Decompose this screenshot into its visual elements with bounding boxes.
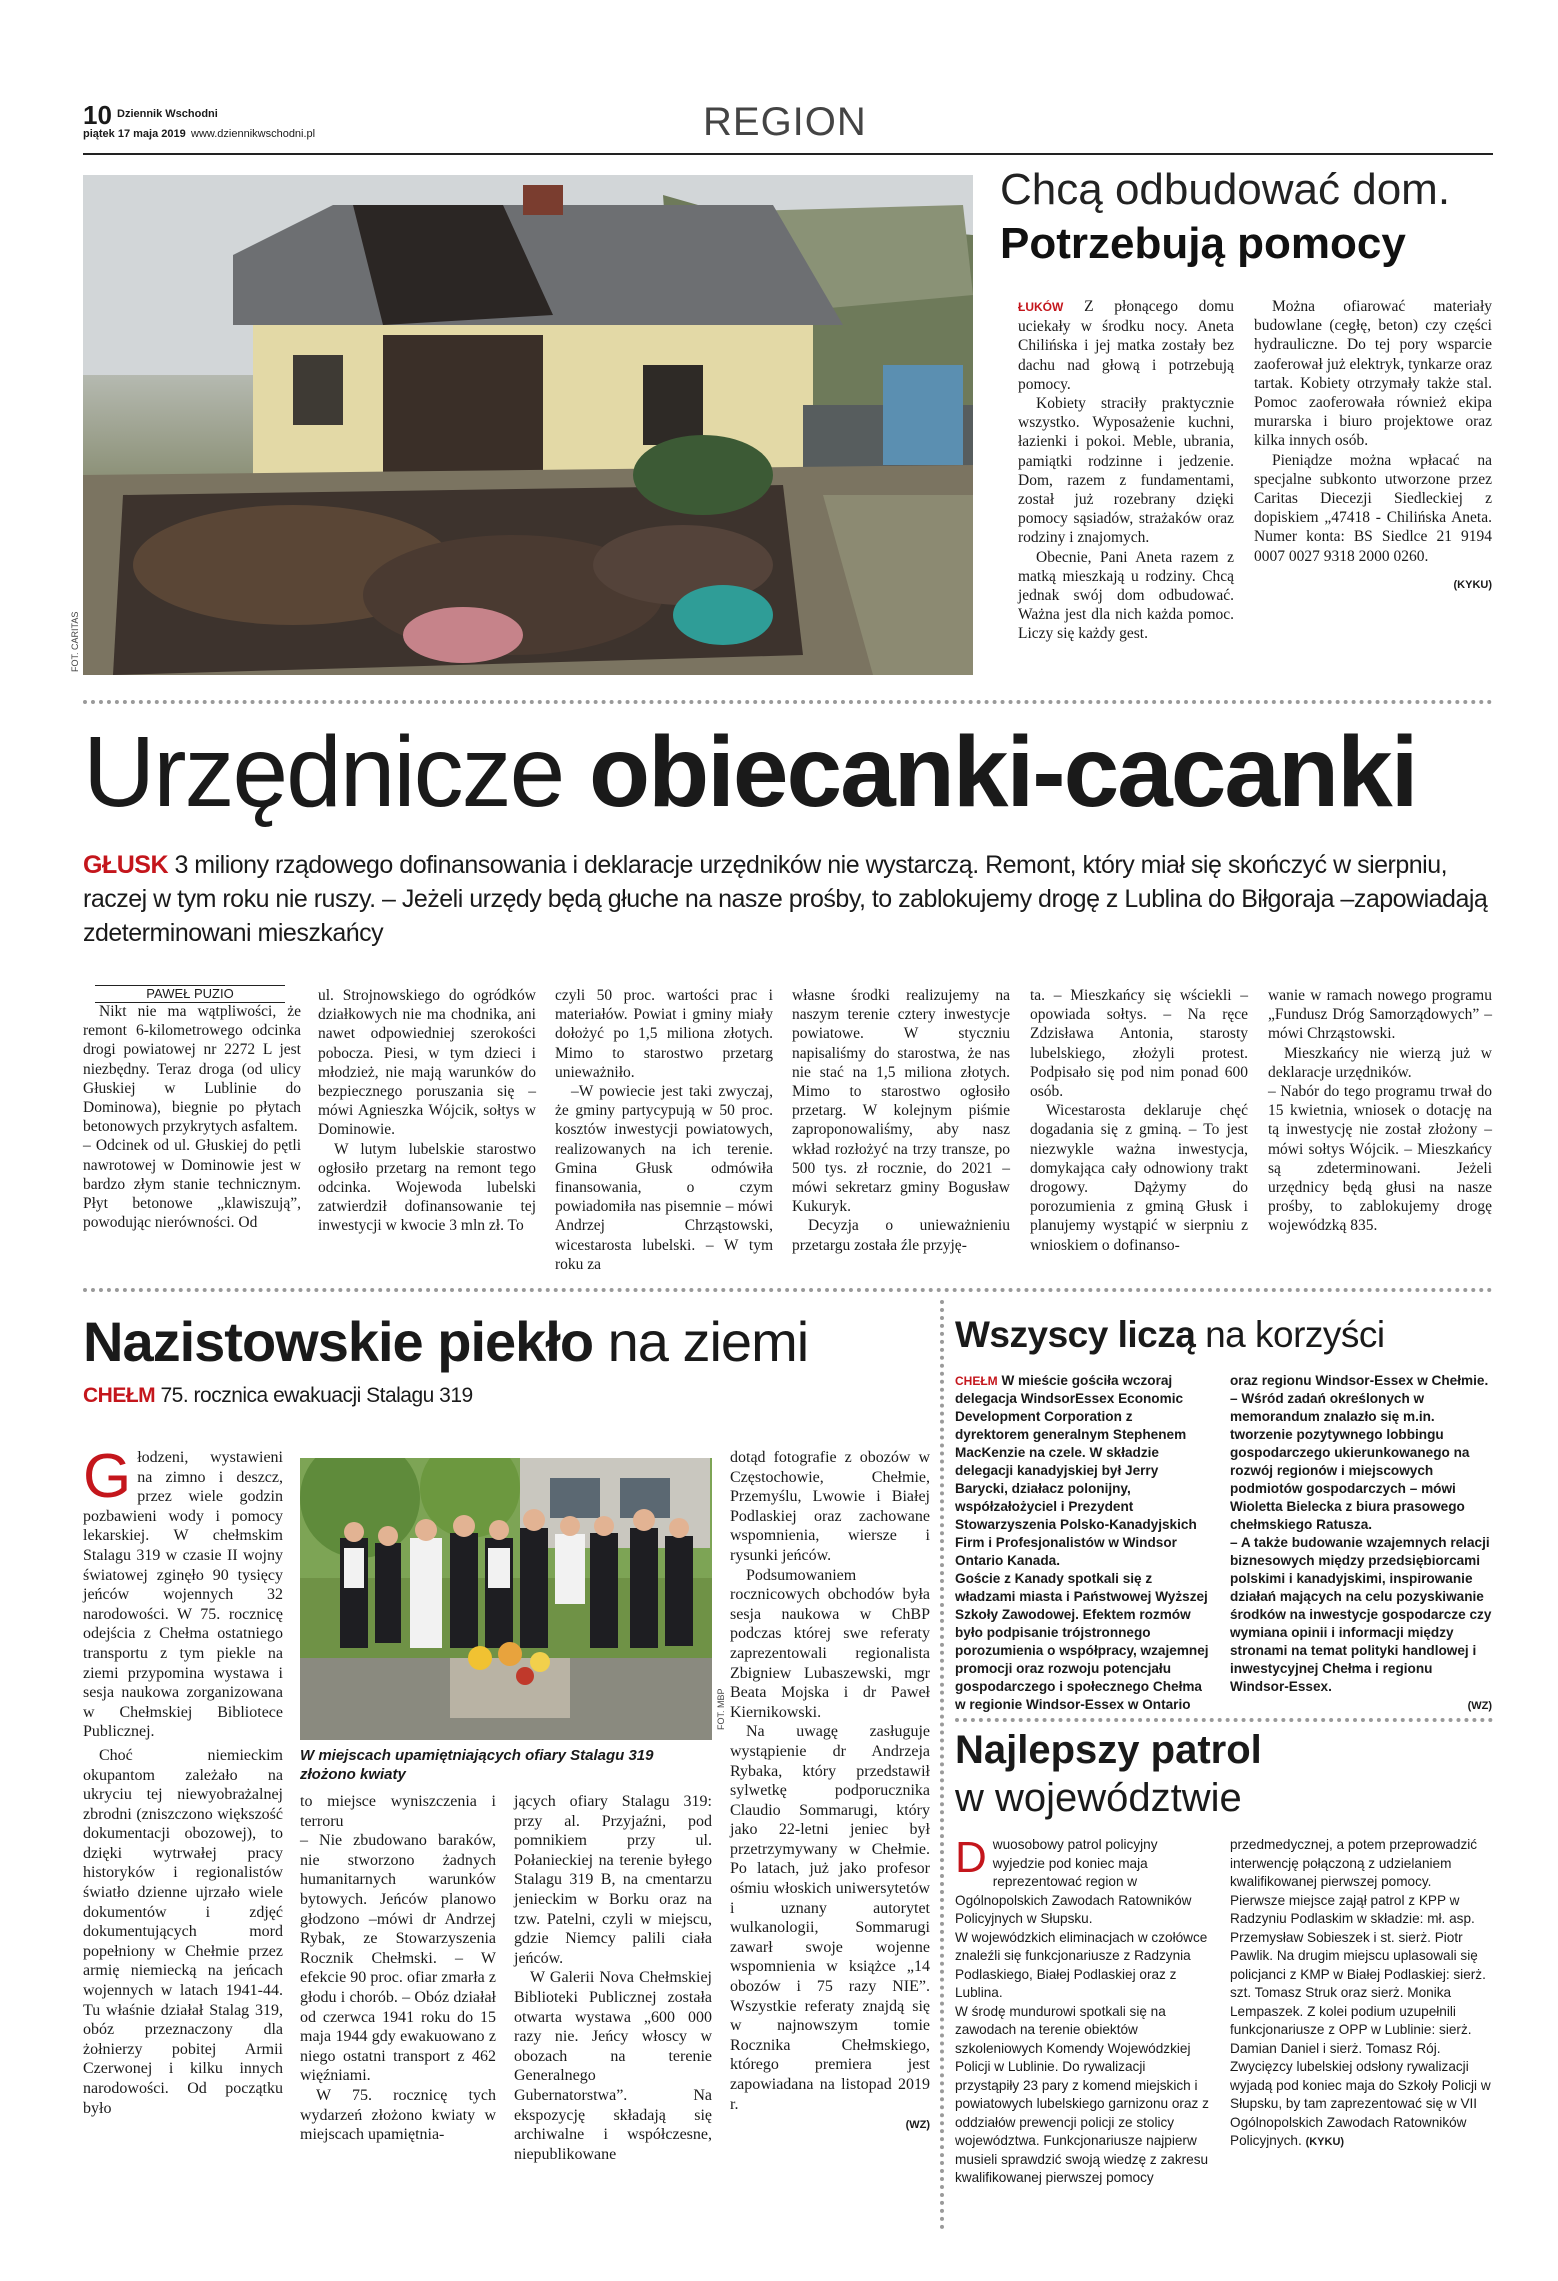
article4-col2 <box>1230 1372 1492 1715</box>
article3-col2 <box>300 1792 496 2145</box>
body-text: wanie w ramach nowego programu „Fundusz Dróg Samorządowych” – mówi Chrząstowski. <box>1268 987 1492 1043</box>
body-text: to miejsce wyniszczenia i terroru <box>300 1793 496 1830</box>
article3-lead <box>83 1382 933 1410</box>
headline-bold: Najlepszy patrol <box>955 1728 1262 1772</box>
article1-title-line1: Chcą odbudować dom. <box>1000 165 1451 214</box>
paper-name: Dziennik Wschodni <box>117 108 218 120</box>
article1-title <box>1000 163 1500 271</box>
article2-col4 <box>792 986 1010 1255</box>
photo-caption: W miejscach upamiętniających ofiary Stalagu 319 złożono kwiaty <box>300 1747 654 1783</box>
body-text: W wojewódzkich eliminacjach w czołówce znaleźli się funkcjonariusze z Radzynia Podlaskiego, Białej Podlaskiej oraz z Lublina. <box>955 1929 1208 2000</box>
section-divider <box>83 700 1493 704</box>
ceremony-illustration <box>300 1458 712 1740</box>
page-header <box>83 100 1493 152</box>
body-text: –W powiecie jest taki zwyczaj, że gminy partycypują w 50 proc. kosztów inwestycji powiatowych, realizowanych na ich terenie. Gmina Głusk odmówiła finansowania, o czym powiadomiła nas pisemnie – mówi Andrzej Chrząstowski, wicestarosta lubelski. – W tym roku za <box>555 1083 773 1273</box>
body-text: W Galerii Nova Chełmskiej Biblioteki Publicznej została otwarta wystawa „600 000 razy nie. Jeńcy włoscy w obozach na terenie Generalnego Gubernatorstwa”. Na ekspozycję składają się archiwalne i współczesne, niepublikowane <box>514 1969 712 2163</box>
body-text: Nikt nie ma wątpliwości, że remont 6-kilometrowego odcinka drogi powiatowej nr 2272 L jest niezbędny. Teraz droga (od ulicy Głuskiej w Lublinie do Dominowa), biegnie po płytach betonowych przykrytych asfaltem. <box>83 1003 301 1136</box>
article2-col1 <box>83 1002 301 1232</box>
headline-bold: Nazistowskie piekło <box>83 1310 594 1373</box>
header-rule <box>83 153 1493 155</box>
section-divider <box>83 1288 1493 1292</box>
article5-col1 <box>955 1833 1210 2188</box>
headline-bold: obiecanki-cacanki <box>588 716 1417 828</box>
house-illustration <box>83 175 973 675</box>
body-text: wuosobowy patrol policyjny wyjedzie pod koniec maja reprezentować region w Ogólnopolskich Zawodach Ratowników Policyjnych w Słupsku. <box>955 1837 1192 1926</box>
body-text: Pierwsze miejsce zajął patrol z KPP w Radzyniu Podlaskim w składzie: mł. asp. Przemysław Sobieszek i st. sierż. Piotr Pawlik. Na drugim miejscu uplasowali się policjanci z KMP w Białej Podlaskiej: sierż. szt. Tomasz Struk oraz sierż. Monika Lempaszek. Z kolei podium uzupełnili funkcjonariusze z OPP w Lublinie: sierż. Damian Daniel i sierż. Tomasz Rój. <box>1230 1892 1486 2056</box>
article3-col4 <box>730 1448 930 2136</box>
body-text: Podsumowaniem rocznicowych obchodów była sesja naukowa w ChBP podczas której swe referaty zaprezentowali regionalista Zbigniew Lubaszewski, mgr Beata Mojska i dr Paweł Kiernikowski. <box>730 1566 930 1721</box>
body-text: Mieszkańcy nie wierzą już w deklaracje urzędników. <box>1268 1044 1492 1081</box>
article1-col2 <box>1254 297 1492 595</box>
signature: (KYKU) <box>1453 578 1492 591</box>
body-text: – Wśród zadań określonych w memorandum znalazło się m.in. tworzenie pozytywnego lobbingu gospodarczego ukierunkowanego na rozwój regionów i miejscowych podmiotów gospodarczych – mówi Wioletta Bielecka z biura prasowego chełmskiego Ratusza. <box>1230 1391 1470 1532</box>
body-text: czyli 50 proc. wartości prac i materiałów. Powiat i gminy miały dołożyć po 1,5 miliona złotych. Mimo to starostwo przetarg unieważniło. <box>555 987 773 1081</box>
body-text: – Odcinek od ul. Głuskiej do pętli nawrotowej w Dominowie jest w bardzo złym stanie technicznym. Płyt betonowe „klawiszują”, powodując nierówności. Od <box>83 1137 301 1232</box>
body-text: Choć niemieckim okupantom zależało na ukryciu tej niewyobrażalnej zbrodni (zniszczono większość dokumentacji obozowej), to dzięki wytrwałej pracy historyków i regionalistów światło dzienne ujrzało wiele dokumentów i zdjęć dokumentujących mord popełniony w Chełmie przez armię niemiecką na jeńcach wojennych w latach 1941-44. Tu właśnie działał Stalag 319, obóz przeznaczony dla żołnierzy pobitej Armii Czerwonej i kilku innych narodowości. Od początku było <box>83 1746 283 2117</box>
body-text: – Nie zbudowano baraków, nie stworzono żadnych humanitarnych warunków bytowych. Jeńców planowo głodzono –mówi dr Andrzej Rybak, ze Stowarzyszenia Rocznik Chełmski. – W efekcie 90 proc. ofiar zmarła z głodu i chorób. – Obóz działał od czerwca 1941 roku do 15 maja 1944 gdy ewakuowano z niego ostatni transport z 462 więźniami. <box>300 1832 496 2085</box>
body-text: Z płonącego domu uciekały w środku nocy. Aneta Chilińska i jej matka zostały bez dachu nad głową i potrzebują pomocy. <box>1018 298 1234 393</box>
section-title: REGION <box>703 100 867 144</box>
body-text: Pieniądze można wpłacać na specjalne subkonto utworzone przez Caritas Diecezji Siedleckiej z dopiskiem „47418 - Chilińska Aneta. Numer konta: BS Siedlce 21 9194 0007 0027 9318 2000 0260. <box>1254 451 1492 565</box>
body-text: Wicestarosta deklaruje chęć dogadania się z gminą. – To jest niezwykle ważna inwestycja, domykająca cały odnowiony trakt drogowy. Dążymy do porozumienia z gminą Głusk i planujemy wystąpić w sierpniu z wnioskiem o dofinanso- <box>1030 1102 1248 1254</box>
article4-col1 <box>955 1372 1210 1714</box>
page-number: 10 <box>83 100 112 130</box>
website-link[interactable]: www.dziennikwschodni.pl <box>191 128 316 140</box>
body-text: Na uwagę zasługuje wystąpienie dr Andrzeja Rybaka, który przedstawił sylwetkę podporucznika Claudio Sommarugi, który jako 22-letni jeniec był przetrzymywany w Chełmie. Po latach, już jako profesor ośmiu włoskich uniwersytetów i uznany autorytet wulkanologii, Sommarugi zawarł swoje wojenne wspomnienia w książce „14 obozów i 75 razy NIE”. Wszystkie referaty znajdą się w najnowszym tomie Rocznika Chełmskiego, którego premiera jest zapowiadana na listopad 2019 r. <box>730 1723 930 2113</box>
article1-title-line2: Potrzebują pomocy <box>1000 219 1406 268</box>
body-text: przedmedycznej, a potem przeprowadzić interwencję połączoną z udzielaniem kwalifikowanej pierwszej pomocy. <box>1230 1837 1478 1889</box>
article5-col2 <box>1230 1836 1492 2152</box>
body-text: W środę mundurowi spotkali się na zawodach na terenie obiektów szkoleniowych Komendy Wojewódzkiej Policji w Lublinie. Do rywalizacji przystąpiły 23 pary z komend miejskich i powiatowych lubelskiego garnizonu oraz z oddziałów prewencji policji ze stolicy województwa. Funkcjonariusze najpierw musieli sprawdzić swoją wiedzę z zakresu kwalifikowanej pierwszej pomocy <box>955 2003 1209 2185</box>
headline-bold: Wszyscy liczą <box>955 1314 1196 1355</box>
body-text: Obecnie, Pani Aneta razem z matką mieszkają u rodziny. Chcą jednak swój dom odbudować. Ważna jest dla nich każda pomoc. Liczy się każdy gest. <box>1018 548 1234 643</box>
lead-text: 3 miliony rządowego dofinansowania i deklaracje urzędników nie wystarczą. Remont, który miał się skończyć w sierpniu, raczej w tym roku nie ruszy. – Jeżeli urzędy będą głuche na nasze prośby, to zablokujemy drogę z Lublina do Biłgoraja –zapowiadają zdeterminowani mieszkańcy <box>83 851 1488 947</box>
article2-col5 <box>1030 986 1248 1255</box>
lead-text: 75. rocznica ewakuacji Stalagu 319 <box>155 1384 473 1407</box>
body-text: jących ofiary Stalagu 319: przy al. Przyjaźni, pod pomnikiem przy ul. Połanieckiej na terenie byłego Stalagu 319 B, na cmentarzu jenieckim w Borku oraz na tzw. Patelni, czyli w miejscu, gdzie Niemcy palili ciała jeńców. <box>514 1793 712 1967</box>
signature: (WZ) <box>905 2119 930 2132</box>
stalag-ceremony-photo <box>300 1458 712 1740</box>
headline-light: na ziemi <box>593 1310 809 1373</box>
location-tag: ŁUKÓW <box>1018 300 1064 314</box>
body-text: ul. Strojnowskiego do ogródków działkowych nie ma chodnika, ani nawet odpowiedniej szerokości pobocza. Piesi, w tym dzieci i młodzież, nie mają warunków do bezpiecznego poruszania się – mówi Agnieszka Wójcik, sołtys w Dominowie. <box>318 987 536 1139</box>
body-text: łodzeni, wystawieni na zimno i deszcz, przez wiele godzin pozbawieni wody i pomocy lekarskiej. W chełmskim Stalagu 319 w czasie II wojny światowej zginęło 90 tysięcy jeńców wojennych 32 narodowości. W 75. rocznicę odejścia z Chełma ostatniego transportu z tym piekle na ziemi przypomina wystawa i sesja naukowa zorganizowana w Chełmskiej Bibliotece Publicznej. <box>83 1449 283 1741</box>
headline-light: w województwie <box>955 1776 1242 1820</box>
body-text: – A także budowanie wzajemnych relacji biznesowych między przedsiębiorcami polskimi i kanadyjskimi, inspirowanie działań mających na celu pozyskiwanie środków na inwestycje gospodarcze czy wymiana opinii i informacji między stronami na temat polityki handlowej i inwestycyjnej Chełma i regionu Windsor-Essex. <box>1230 1535 1492 1694</box>
article4-headline <box>955 1312 1495 1358</box>
article1-col1 <box>1018 297 1234 644</box>
body-text: oraz regionu Windsor-Essex w Chełmie. <box>1230 1373 1489 1388</box>
headline-light: na korzyści <box>1195 1314 1385 1355</box>
location-tag: GŁUSK <box>83 851 168 879</box>
article2-col3 <box>555 986 773 1274</box>
signature: (WZ) <box>1467 1700 1492 1712</box>
body-text: dotąd fotografie z obozów w Częstochowie, Chełmie, Przemyślu, Lwowie i Białej Podlaskiej oraz zachowane wspomnienia, wiersze i rysunki jeńców. <box>730 1449 930 1564</box>
fire-house-photo <box>83 175 973 675</box>
article2-col2 <box>318 986 536 1236</box>
headline-light: Urzędnicze <box>83 716 589 828</box>
dropcap: D <box>955 1833 987 1882</box>
body-text: W lutym lubelskie starostwo ogłosiło przetarg na remont tego odcinka. Wojewoda lubelski zatwierdził dofinansowanie tej inwestycji w kwocie 3 mln zł. To <box>318 1140 536 1235</box>
article3-col3 <box>514 1792 712 2164</box>
body-text: W 75. rocznicę tych wydarzeń złożono kwiaty w miejscach upamiętnia- <box>300 2086 496 2144</box>
body-text: W mieście gościła wczoraj delegacja WindsorEssex Economic Development Corporation z dyrektorem generalnym Stephenem MacKenzie na czele. W składzie delegacji kanadyjskiej był Jerry Barycki, działacz polonijny, współzałożyciel i Prezydent Stowarzyszenia Polsko-Kanadyjskich Firm i Profesjonalistów w Windsor Ontario Kanada. <box>955 1373 1197 1568</box>
body-text: ta. – Mieszkańcy się wściekli – opowiada sołtys. – Na ręce Zdzisława Antonia, starosty lubelskiego, złożyli protest. Podpisało się pod nim ponad 600 osób. <box>1030 987 1248 1101</box>
photo-credit: FOT. CARITAS <box>70 611 80 672</box>
body-text: Można ofiarować materiały budowlane (cegłę, beton) czy części hydrauliczne. Do tej pory wsparcie zaoferował już elektryk, tynkarze oraz tartak. Kobiety otrzymały także stal. Pomoc zaoferowała również ekipa murarska i biuro projektowe oraz kilka innych osób. <box>1254 298 1492 450</box>
body-text: – Nabór do tego programu trwał do 15 kwietnia, wniosek o dotację na tą inwestycję nie został złożony – mówi sołtys Wójcik. – Mieszkańcy są zdeterminowani. Jeżeli urzędnicy będą głusi na nasze prośby, to zablokujemy drogę wojewódzką 835. <box>1268 1083 1492 1235</box>
location-tag: CHEŁM <box>83 1384 156 1407</box>
author-byline: PAWEŁ PUZIO <box>95 985 285 1003</box>
dropcap: G <box>83 1442 132 1511</box>
article2-col6 <box>1268 986 1492 1236</box>
body-text: Goście z Kanady spotkali się z władzami miasta i Państwowej Wyższej Szkoły Zawodowej. Efektem rozmów było podpisanie trójstronnego porozumienia o współpracy, wzajemnej promocji oraz rozwoju potencjału gospodarczego i społecznego Chełma w regionie Windsor-Essex w Ontario <box>955 1571 1209 1712</box>
article2-lead <box>83 848 1493 950</box>
body-text: Zwycięzcy lubelskiej odsłony rywalizacji wyjadą pod koniec maja do Szkoły Policji w Słupsku, by tam zaprezentować się w VII Ogólnopolskich Zawodach Ratowników Policyjnych. <box>1230 2059 1491 2148</box>
article5-headline <box>955 1726 1495 1822</box>
date-line: piątek 17 maja 2019 <box>83 128 186 140</box>
body-text: Decyzja o unieważnieniu przetargu została źle przyję- <box>792 1217 1010 1254</box>
location-tag: CHEŁM <box>955 1374 998 1388</box>
body-text: Kobiety straciły praktycznie wszystko. Wyposażenie kuchni, łazienki i pokoi. Meble, ubrania, pamiątki rodzinne i jedzenie. Dom, razem z fundamentami, został już rozebrany dzięki pomocy sąsiadów, strażaków oraz rodziny i znajomych. <box>1018 395 1234 547</box>
article3-col1 <box>83 1442 283 2118</box>
vertical-divider <box>940 1300 944 2230</box>
photo-credit: FOT. MBP <box>716 1688 726 1730</box>
article2-headline <box>83 712 1503 832</box>
signature: (KYKU) <box>1305 2136 1345 2148</box>
body-text: własne środki realizujemy na naszym terenie cztery inwestycje powiatowe. W styczniu napisaliśmy do starostwa, że nas nie stać na 1,5 miliona złotych. Mimo to starostwo ogłosiło przetarg. W kolejnym piśmie zaproponowaliśmy, aby nasz wkład rozłożyć na trzy transze, po 500 tys. zł rocznie, do 2021 – mówi sekretarz gminy Bogusław Kukuryk. <box>792 987 1010 1216</box>
article3-headline <box>83 1308 933 1376</box>
section-divider <box>955 1718 1493 1722</box>
